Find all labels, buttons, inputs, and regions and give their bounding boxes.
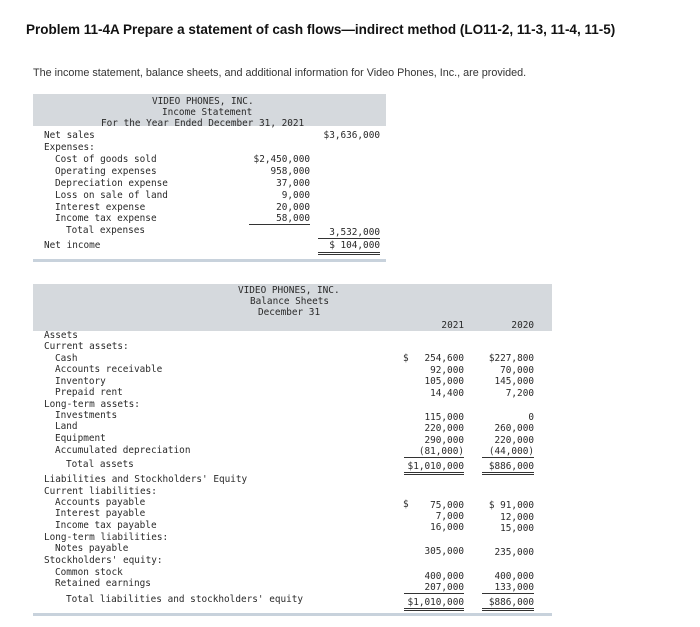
double-underline — [404, 610, 464, 611]
row-label: Common stock — [55, 567, 123, 578]
section-bottom-bar — [33, 613, 552, 616]
value-2020: 70,000 — [500, 365, 534, 376]
value-2021: 305,000 — [424, 546, 464, 557]
double-underline — [482, 474, 534, 475]
value-2020: 400,000 — [494, 571, 534, 582]
row-label: Interest payable — [55, 508, 146, 519]
expense-label: Income tax expense — [55, 213, 157, 224]
value-2020: $ 91,000 — [488, 500, 534, 511]
value-2020: 145,000 — [494, 376, 534, 387]
intro-text: The income statement, balance sheets, and additional information for Video Phones, Inc., are provided. — [33, 67, 527, 79]
row-label: Retained earnings — [55, 578, 151, 589]
underline — [404, 457, 464, 458]
expense-label: Loss on sale of land — [55, 190, 168, 201]
total-assets-label: Total assets — [66, 459, 134, 470]
value-2021: 290,000 — [424, 435, 464, 446]
net-sales-value: $3,636,000 — [323, 130, 380, 141]
total-liabilities-equity-label: Total liabilities and stockholders' equity — [66, 594, 304, 605]
statement-name: Balance Sheets — [250, 296, 330, 307]
total-assets-2020: $886,000 — [488, 461, 534, 472]
long-term-liabilities-heading: Long-term liabilities: — [44, 532, 169, 543]
row-label: Equipment — [55, 433, 106, 444]
row-label: Land — [55, 421, 78, 432]
value-2020: 235,000 — [494, 547, 534, 558]
value-2021: 400,000 — [424, 571, 464, 582]
underline — [249, 224, 310, 225]
dollar-sign: $ — [403, 499, 409, 510]
value-2020: (44,000) — [488, 446, 534, 457]
statement-period: For the Year Ended December 31, 2021 — [101, 118, 305, 129]
value-2021: 7,000 — [435, 511, 464, 522]
double-underline — [482, 472, 534, 473]
page-title: Problem 11-4A Prepare a statement of cash flows—indirect method (LO11-2, 11-3, 11-4, 11-5) — [26, 22, 616, 37]
double-underline — [482, 610, 534, 611]
value-2020: 7,200 — [505, 388, 534, 399]
long-term-assets-heading: Long-term assets: — [44, 399, 140, 410]
total-assets-2021: $1,010,000 — [407, 461, 464, 472]
row-label: Inventory — [55, 376, 106, 387]
year-2020-heading: 2020 — [511, 320, 534, 331]
year-2021-heading: 2021 — [441, 320, 464, 331]
row-label: Accounts receivable — [55, 364, 163, 375]
double-underline — [404, 608, 464, 609]
value-2020: 133,000 — [494, 582, 534, 593]
value-2020: 0 — [528, 412, 534, 423]
row-label: Accumulated depreciation — [55, 445, 191, 456]
value-2020: 260,000 — [494, 423, 534, 434]
expense-value: 37,000 — [276, 178, 310, 189]
value-2021: 16,000 — [430, 522, 464, 533]
value-2021: 92,000 — [430, 365, 464, 376]
underline — [482, 457, 534, 458]
expense-label: Cost of goods sold — [55, 154, 157, 165]
row-label: Investments — [55, 410, 118, 421]
expense-label: Interest expense — [55, 202, 146, 213]
net-income-label: Net income — [44, 240, 101, 251]
total-le-2021: $1,010,000 — [407, 597, 464, 608]
net-income-value: $ 104,000 — [329, 240, 380, 251]
stockholders-equity-heading: Stockholders' equity: — [44, 555, 163, 566]
underline — [404, 593, 464, 594]
assets-heading: Assets — [44, 330, 78, 341]
double-underline — [404, 472, 464, 473]
value-2021: 115,000 — [424, 412, 464, 423]
row-label: Prepaid rent — [55, 387, 123, 398]
double-underline — [404, 474, 464, 475]
section-bottom-bar — [33, 259, 386, 262]
double-underline — [318, 254, 380, 255]
expense-value: 9,000 — [281, 190, 310, 201]
current-assets-heading: Current assets: — [44, 341, 129, 352]
double-underline — [318, 252, 380, 253]
expenses-label: Expenses: — [44, 142, 95, 153]
value-2020: 220,000 — [494, 435, 534, 446]
company-name: VIDEO PHONES, INC. — [238, 285, 340, 296]
value-2021: 14,400 — [430, 388, 464, 399]
value-2020: 12,000 — [500, 512, 534, 523]
row-label: Accounts payable — [55, 497, 146, 508]
expense-value: 958,000 — [270, 166, 310, 177]
liabilities-equity-heading: Liabilities and Stockholders' Equity — [44, 474, 248, 485]
statement-name: Income Statement — [162, 107, 253, 118]
row-label: Income tax payable — [55, 520, 157, 531]
total-expenses-label: Total expenses — [66, 225, 146, 236]
current-liabilities-heading: Current liabilities: — [44, 486, 157, 497]
underline — [318, 238, 380, 239]
total-expenses-value: 3,532,000 — [329, 227, 380, 238]
expense-value: 20,000 — [276, 202, 310, 213]
value-2021: 254,600 — [424, 353, 464, 364]
value-2021: 75,000 — [430, 500, 464, 511]
expense-value: $2,450,000 — [253, 154, 310, 165]
value-2021: 207,000 — [424, 582, 464, 593]
expense-value: 58,000 — [276, 213, 310, 224]
value-2021: 220,000 — [424, 423, 464, 434]
expense-label: Depreciation expense — [55, 178, 168, 189]
row-label: Cash — [55, 353, 78, 364]
value-2020: $227,800 — [488, 353, 534, 364]
company-name: VIDEO PHONES, INC. — [152, 96, 254, 107]
statement-date: December 31 — [258, 307, 321, 318]
double-underline — [482, 608, 534, 609]
expense-label: Operating expenses — [55, 166, 157, 177]
value-2020: 15,000 — [500, 523, 534, 534]
dollar-sign: $ — [403, 353, 409, 364]
underline — [482, 593, 534, 594]
value-2021: (81,000) — [418, 446, 464, 457]
total-le-2020: $886,000 — [488, 597, 534, 608]
net-sales-label: Net sales — [44, 130, 95, 141]
value-2021: 105,000 — [424, 376, 464, 387]
row-label: Notes payable — [55, 543, 129, 554]
